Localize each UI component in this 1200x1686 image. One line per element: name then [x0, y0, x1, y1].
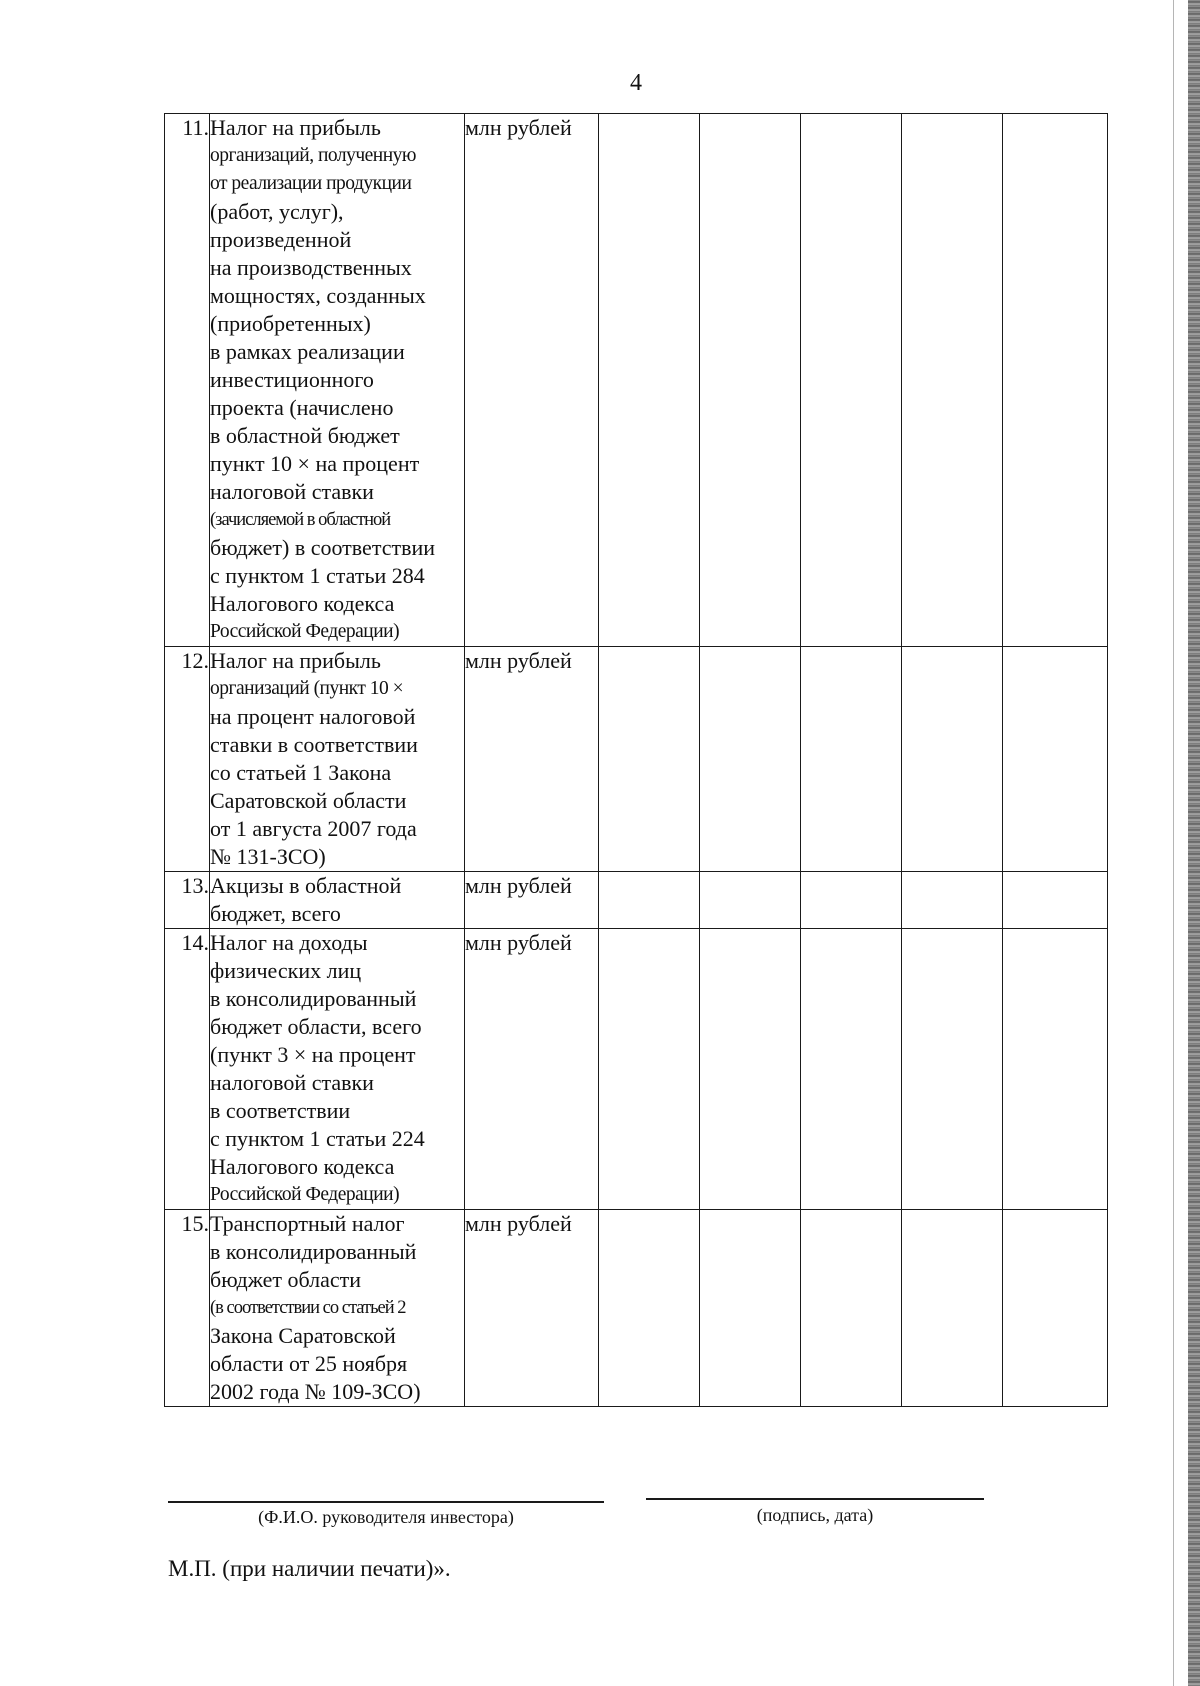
- value-cell: [801, 929, 902, 1210]
- row-unit: млн рублей: [465, 1210, 599, 1407]
- value-cell: [801, 647, 902, 872]
- page-number: 4: [630, 70, 642, 96]
- row-indicator-name: Транспортный налог в консолидированный бюджет области (в соответствии со статьей 2 Закона Саратовской области от 25 ноября 2002 года № 109-ЗСО): [210, 1210, 465, 1407]
- value-cell: [599, 1210, 700, 1407]
- row-number: 11.: [165, 114, 210, 647]
- value-cell: [801, 872, 902, 929]
- table-row: [165, 1210, 1108, 1407]
- value-cell: [700, 114, 801, 647]
- row-unit: млн рублей: [465, 929, 599, 1210]
- value-cell: [700, 1210, 801, 1407]
- value-cell: [902, 929, 1003, 1210]
- row-unit: млн рублей: [465, 647, 599, 872]
- table-row: [165, 114, 1108, 647]
- tax-table: [164, 113, 1108, 1407]
- value-cell: [902, 114, 1003, 647]
- row-unit: млн рублей: [465, 872, 599, 929]
- row-indicator-name: Налог на прибыль организаций (пункт 10 × на процент налоговой ставки в соответствии со статьей 1 Закона Саратовской области от 1 августа 2007 года № 131-ЗСО): [210, 647, 465, 872]
- name-signature-label: (Ф.И.О. руководителя инвестора): [258, 1507, 514, 1527]
- table-row: [165, 929, 1108, 1210]
- stamp-note: М.П. (при наличии печати)».: [168, 1556, 451, 1581]
- value-cell: [1003, 114, 1108, 647]
- value-cell: [902, 872, 1003, 929]
- row-indicator-name: Акцизы в областной бюджет, всего: [210, 872, 465, 929]
- value-cell: [700, 929, 801, 1210]
- value-cell: [599, 929, 700, 1210]
- table-row: [165, 647, 1108, 872]
- signature-date-line: [646, 1498, 984, 1500]
- scan-artifact-edge: [1188, 0, 1200, 1686]
- row-indicator-name: Налог на доходы физических лиц в консолидированный бюджет области, всего (пункт 3 × на процент налоговой ставки в соответствии с пунктом 1 статьи 224 Налогового кодекса Российской Федерации): [210, 929, 465, 1210]
- value-cell: [801, 1210, 902, 1407]
- scan-artifact-line: [1173, 0, 1174, 1686]
- row-number: 14.: [165, 929, 210, 1210]
- row-number: 13.: [165, 872, 210, 929]
- name-signature-line: [168, 1501, 604, 1503]
- signature-date-label: (подпись, дата): [756, 1505, 874, 1525]
- row-unit: млн рублей: [465, 114, 599, 647]
- value-cell: [1003, 872, 1108, 929]
- value-cell: [1003, 929, 1108, 1210]
- value-cell: [1003, 647, 1108, 872]
- value-cell: [801, 114, 902, 647]
- value-cell: [1003, 1210, 1108, 1407]
- row-number: 15.: [165, 1210, 210, 1407]
- value-cell: [599, 647, 700, 872]
- table-row: [165, 872, 1108, 929]
- value-cell: [902, 647, 1003, 872]
- row-indicator-name: Налог на прибыль организаций, полученную от реализации продукции (работ, услуг), произведенной на производственных мощностях, созданных (приобретенных) в рамках реализации инвестиционного проекта (начислено в областной бюджет пункт 10 × на процент налоговой ставки (зачисляемой в областной бюджет) в соответствии с пунктом 1 статьи 284 Налогового кодекса Российской Федерации): [210, 114, 465, 647]
- value-cell: [599, 872, 700, 929]
- value-cell: [902, 1210, 1003, 1407]
- value-cell: [700, 647, 801, 872]
- value-cell: [599, 114, 700, 647]
- row-number: 12.: [165, 647, 210, 872]
- value-cell: [700, 872, 801, 929]
